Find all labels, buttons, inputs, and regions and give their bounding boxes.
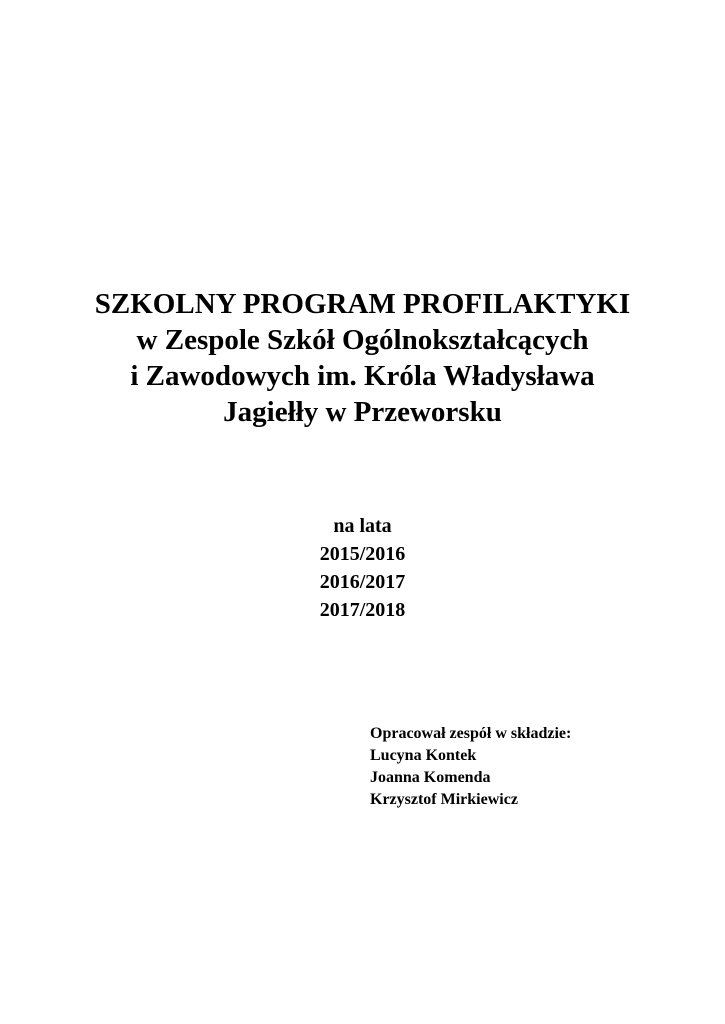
document-title — [0, 286, 725, 430]
author-name: Lucyna Kontek — [370, 747, 477, 764]
title-line: w Zespole Szkół Ogólnokształcących — [136, 324, 589, 356]
school-year: 2015/2016 — [319, 543, 406, 565]
title-line: SZKOLNY PROGRAM PROFILAKTYKI — [94, 288, 631, 320]
title-line: i Zawodowych im. Króla Władysława — [130, 360, 595, 392]
period-block — [0, 512, 725, 624]
author-name: Joanna Komenda — [370, 769, 491, 786]
author-name: Krzysztof Mirkiewicz — [370, 791, 518, 808]
title-line: Jagiełły w Przeworsku — [223, 396, 502, 428]
period-intro: na lata — [333, 515, 392, 537]
school-year: 2016/2017 — [319, 571, 406, 593]
school-year: 2017/2018 — [319, 599, 406, 621]
authors-block — [370, 723, 571, 811]
authors-heading: Opracował zespół w składzie: — [370, 725, 572, 742]
